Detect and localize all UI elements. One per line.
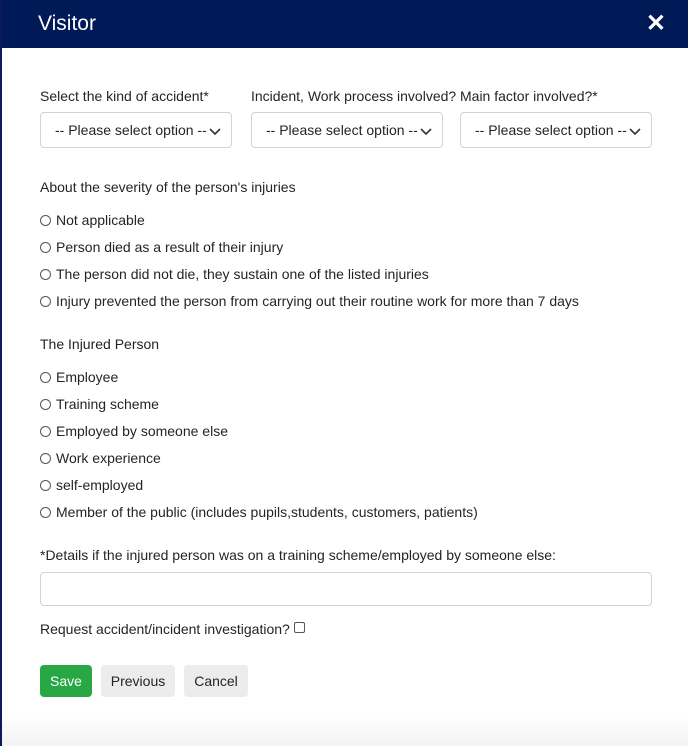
severity-radio-not-applicable[interactable] bbox=[40, 215, 51, 226]
severity-option bbox=[40, 212, 145, 228]
radio-label: Training scheme bbox=[56, 396, 159, 412]
severity-option bbox=[40, 266, 429, 282]
work-process-value: -- Please select option -- bbox=[266, 122, 418, 138]
radio-label: Employee bbox=[56, 369, 119, 385]
injured-option bbox=[40, 369, 118, 385]
bottom-shadow bbox=[2, 716, 688, 746]
injured-radio-employed-by-someone-else[interactable] bbox=[40, 426, 51, 437]
radio-label: Not applicable bbox=[56, 212, 145, 228]
work-process-select[interactable] bbox=[251, 112, 443, 148]
accident-kind-select[interactable] bbox=[40, 112, 232, 148]
details-label: *Details if the injured person was on a training scheme/employed by someone else: bbox=[40, 547, 556, 563]
injured-option bbox=[40, 423, 228, 439]
radio-label: Injury prevented the person from carrying out their routine work for more than 7 days bbox=[56, 293, 579, 309]
severity-option bbox=[40, 293, 579, 309]
work-process-label: Incident, Work process involved? bbox=[251, 88, 457, 104]
modal-title: Visitor bbox=[38, 12, 96, 35]
injured-option bbox=[40, 477, 143, 493]
investigation-row bbox=[40, 621, 305, 637]
previous-button[interactable]: Previous bbox=[101, 665, 175, 697]
cancel-button[interactable]: Cancel bbox=[184, 665, 248, 697]
injured-radio-employee[interactable] bbox=[40, 372, 51, 383]
radio-label: Employed by someone else bbox=[56, 423, 228, 439]
injured-option bbox=[40, 396, 159, 412]
injured-radio-work-experience[interactable] bbox=[40, 453, 51, 464]
details-input[interactable] bbox=[40, 572, 652, 606]
radio-label: Work experience bbox=[56, 450, 161, 466]
radio-label: self-employed bbox=[56, 477, 144, 493]
chevron-down-icon bbox=[419, 124, 433, 138]
radio-label: The person did not die, they sustain one of the listed injuries bbox=[56, 266, 429, 282]
injured-radio-self-employed[interactable] bbox=[40, 480, 51, 491]
save-button[interactable]: Save bbox=[40, 665, 92, 697]
modal-header bbox=[2, 0, 688, 48]
severity-radio-died[interactable] bbox=[40, 242, 51, 253]
main-factor-label: Main factor involved?* bbox=[460, 88, 598, 104]
injured-person-title: The Injured Person bbox=[40, 336, 160, 352]
chevron-down-icon bbox=[208, 124, 222, 138]
injured-option bbox=[40, 504, 478, 520]
chevron-down-icon bbox=[628, 124, 642, 138]
investigation-label: Request accident/incident investigation? bbox=[40, 621, 290, 637]
severity-radio-listed-injuries[interactable] bbox=[40, 269, 51, 280]
injured-radio-training-scheme[interactable] bbox=[40, 399, 51, 410]
injured-option bbox=[40, 450, 161, 466]
main-factor-value: -- Please select option -- bbox=[475, 122, 627, 138]
radio-label: Member of the public (includes pupils,students, customers, patients) bbox=[56, 504, 478, 520]
investigation-checkbox[interactable] bbox=[294, 622, 305, 633]
close-icon[interactable]: ✕ bbox=[645, 10, 666, 37]
severity-radio-over-7-days[interactable] bbox=[40, 296, 51, 307]
main-factor-select[interactable] bbox=[460, 112, 652, 148]
accident-kind-value: -- Please select option -- bbox=[55, 122, 207, 138]
radio-label: Person died as a result of their injury bbox=[56, 239, 284, 255]
severity-option bbox=[40, 239, 283, 255]
severity-title: About the severity of the person's injuries bbox=[40, 179, 296, 195]
accident-kind-label: Select the kind of accident* bbox=[40, 88, 209, 104]
injured-radio-member-of-public[interactable] bbox=[40, 507, 51, 518]
